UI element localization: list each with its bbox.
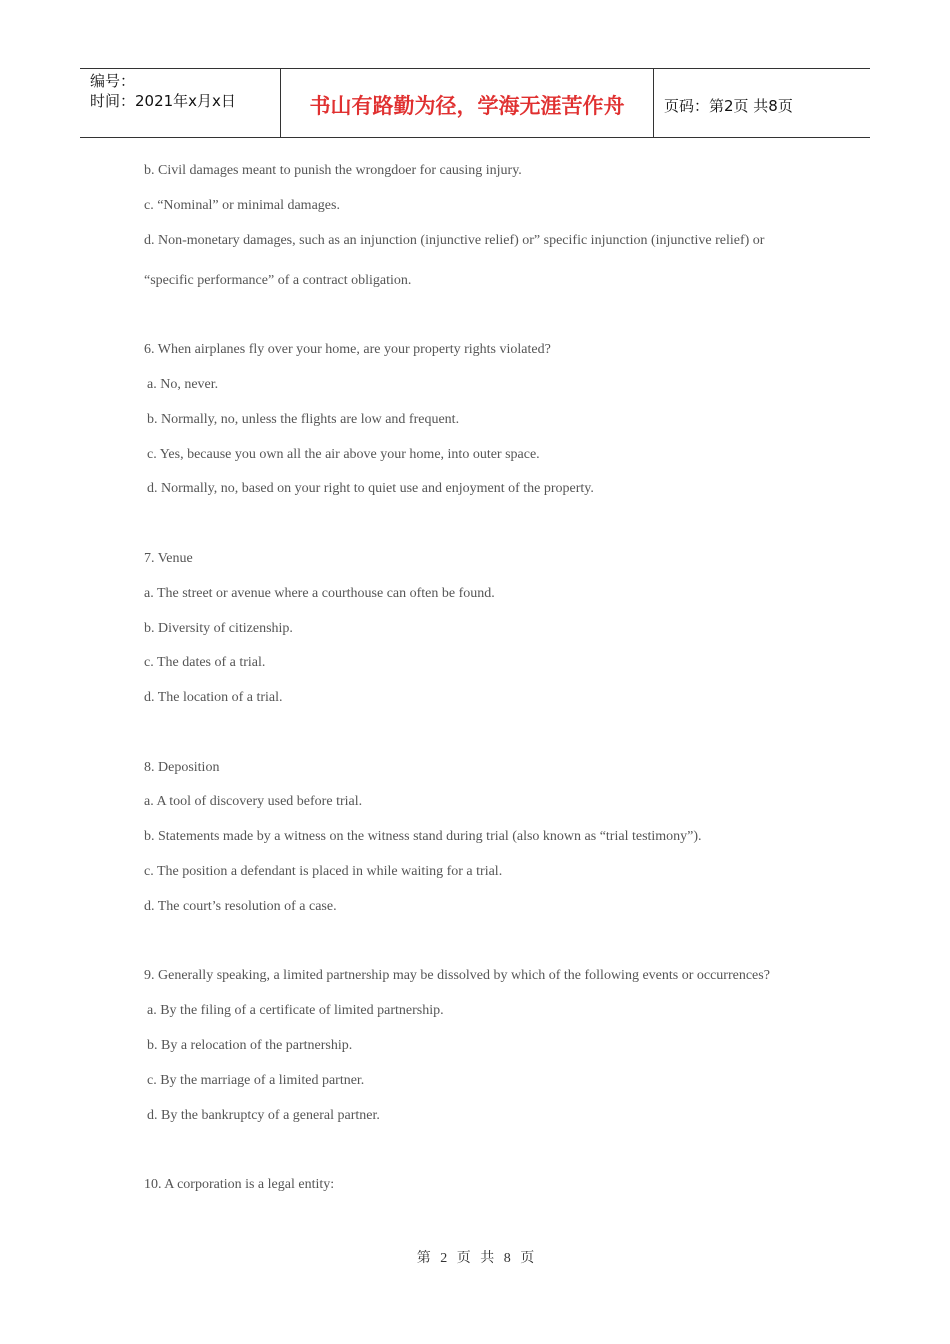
option-8b: b. Statements made by a witness on the witness stand during trial (also known as “trial testimony”).	[144, 829, 702, 844]
option-8a: a. A tool of discovery used before trial.	[144, 794, 363, 809]
option-5d-line2: “specific performance” of a contract obligation.	[144, 273, 412, 288]
option-5d-line1: d. Non-monetary damages, such as an injunction (injunctive relief) or” specific injunction (injunctive relief) or	[144, 233, 765, 248]
header-code-label: 编号：	[90, 72, 136, 90]
option-9c: c. By the marriage of a limited partner.	[147, 1073, 365, 1088]
option-7d: d. The location of a trial.	[144, 690, 283, 705]
option-7c: c. The dates of a trial.	[144, 655, 266, 670]
page-footer: 第 2 页 共 8 页	[416, 1251, 538, 1266]
option-5c: c. “Nominal” or minimal damages.	[144, 198, 340, 213]
question-9: 9. Generally speaking, a limited partnership may be dissolved by which of the following events or occurrences?	[144, 968, 770, 983]
page-header	[80, 68, 870, 138]
option-9b: b. By a relocation of the partnership.	[147, 1038, 353, 1053]
option-6b: b. Normally, no, unless the flights are low and frequent.	[147, 412, 460, 427]
option-8d: d. The court’s resolution of a case.	[144, 899, 337, 914]
option-9a: a. By the filing of a certificate of limited partnership.	[147, 1003, 444, 1018]
question-8: 8. Deposition	[144, 760, 220, 775]
option-7a: a. The street or avenue where a courthouse can often be found.	[144, 586, 495, 601]
option-7b: b. Diversity of citizenship.	[144, 621, 293, 636]
option-8c: c. The position a defendant is placed in while waiting for a trial.	[144, 864, 503, 879]
header-page-info: 页码：第2页 共8页	[664, 96, 793, 115]
option-9d: d. By the bankruptcy of a general partner.	[147, 1108, 380, 1123]
question-7: 7. Venue	[144, 551, 193, 566]
header-motto: 书山有路勤为径，学海无涯苦作舟	[281, 69, 654, 137]
option-6d: d. Normally, no, based on your right to quiet use and enjoyment of the property.	[147, 481, 594, 496]
option-5b: b. Civil damages meant to punish the wrongdoer for causing injury.	[144, 163, 522, 178]
question-6: 6. When airplanes fly over your home, are your property rights violated?	[144, 342, 551, 357]
header-meta	[80, 69, 281, 137]
option-6a: a. No, never.	[147, 377, 219, 392]
question-10: 10. A corporation is a legal entity:	[144, 1177, 335, 1192]
header-time-label: 时间：2021年x月x日	[90, 92, 236, 110]
option-6c: c. Yes, because you own all the air above your home, into outer space.	[147, 447, 540, 462]
